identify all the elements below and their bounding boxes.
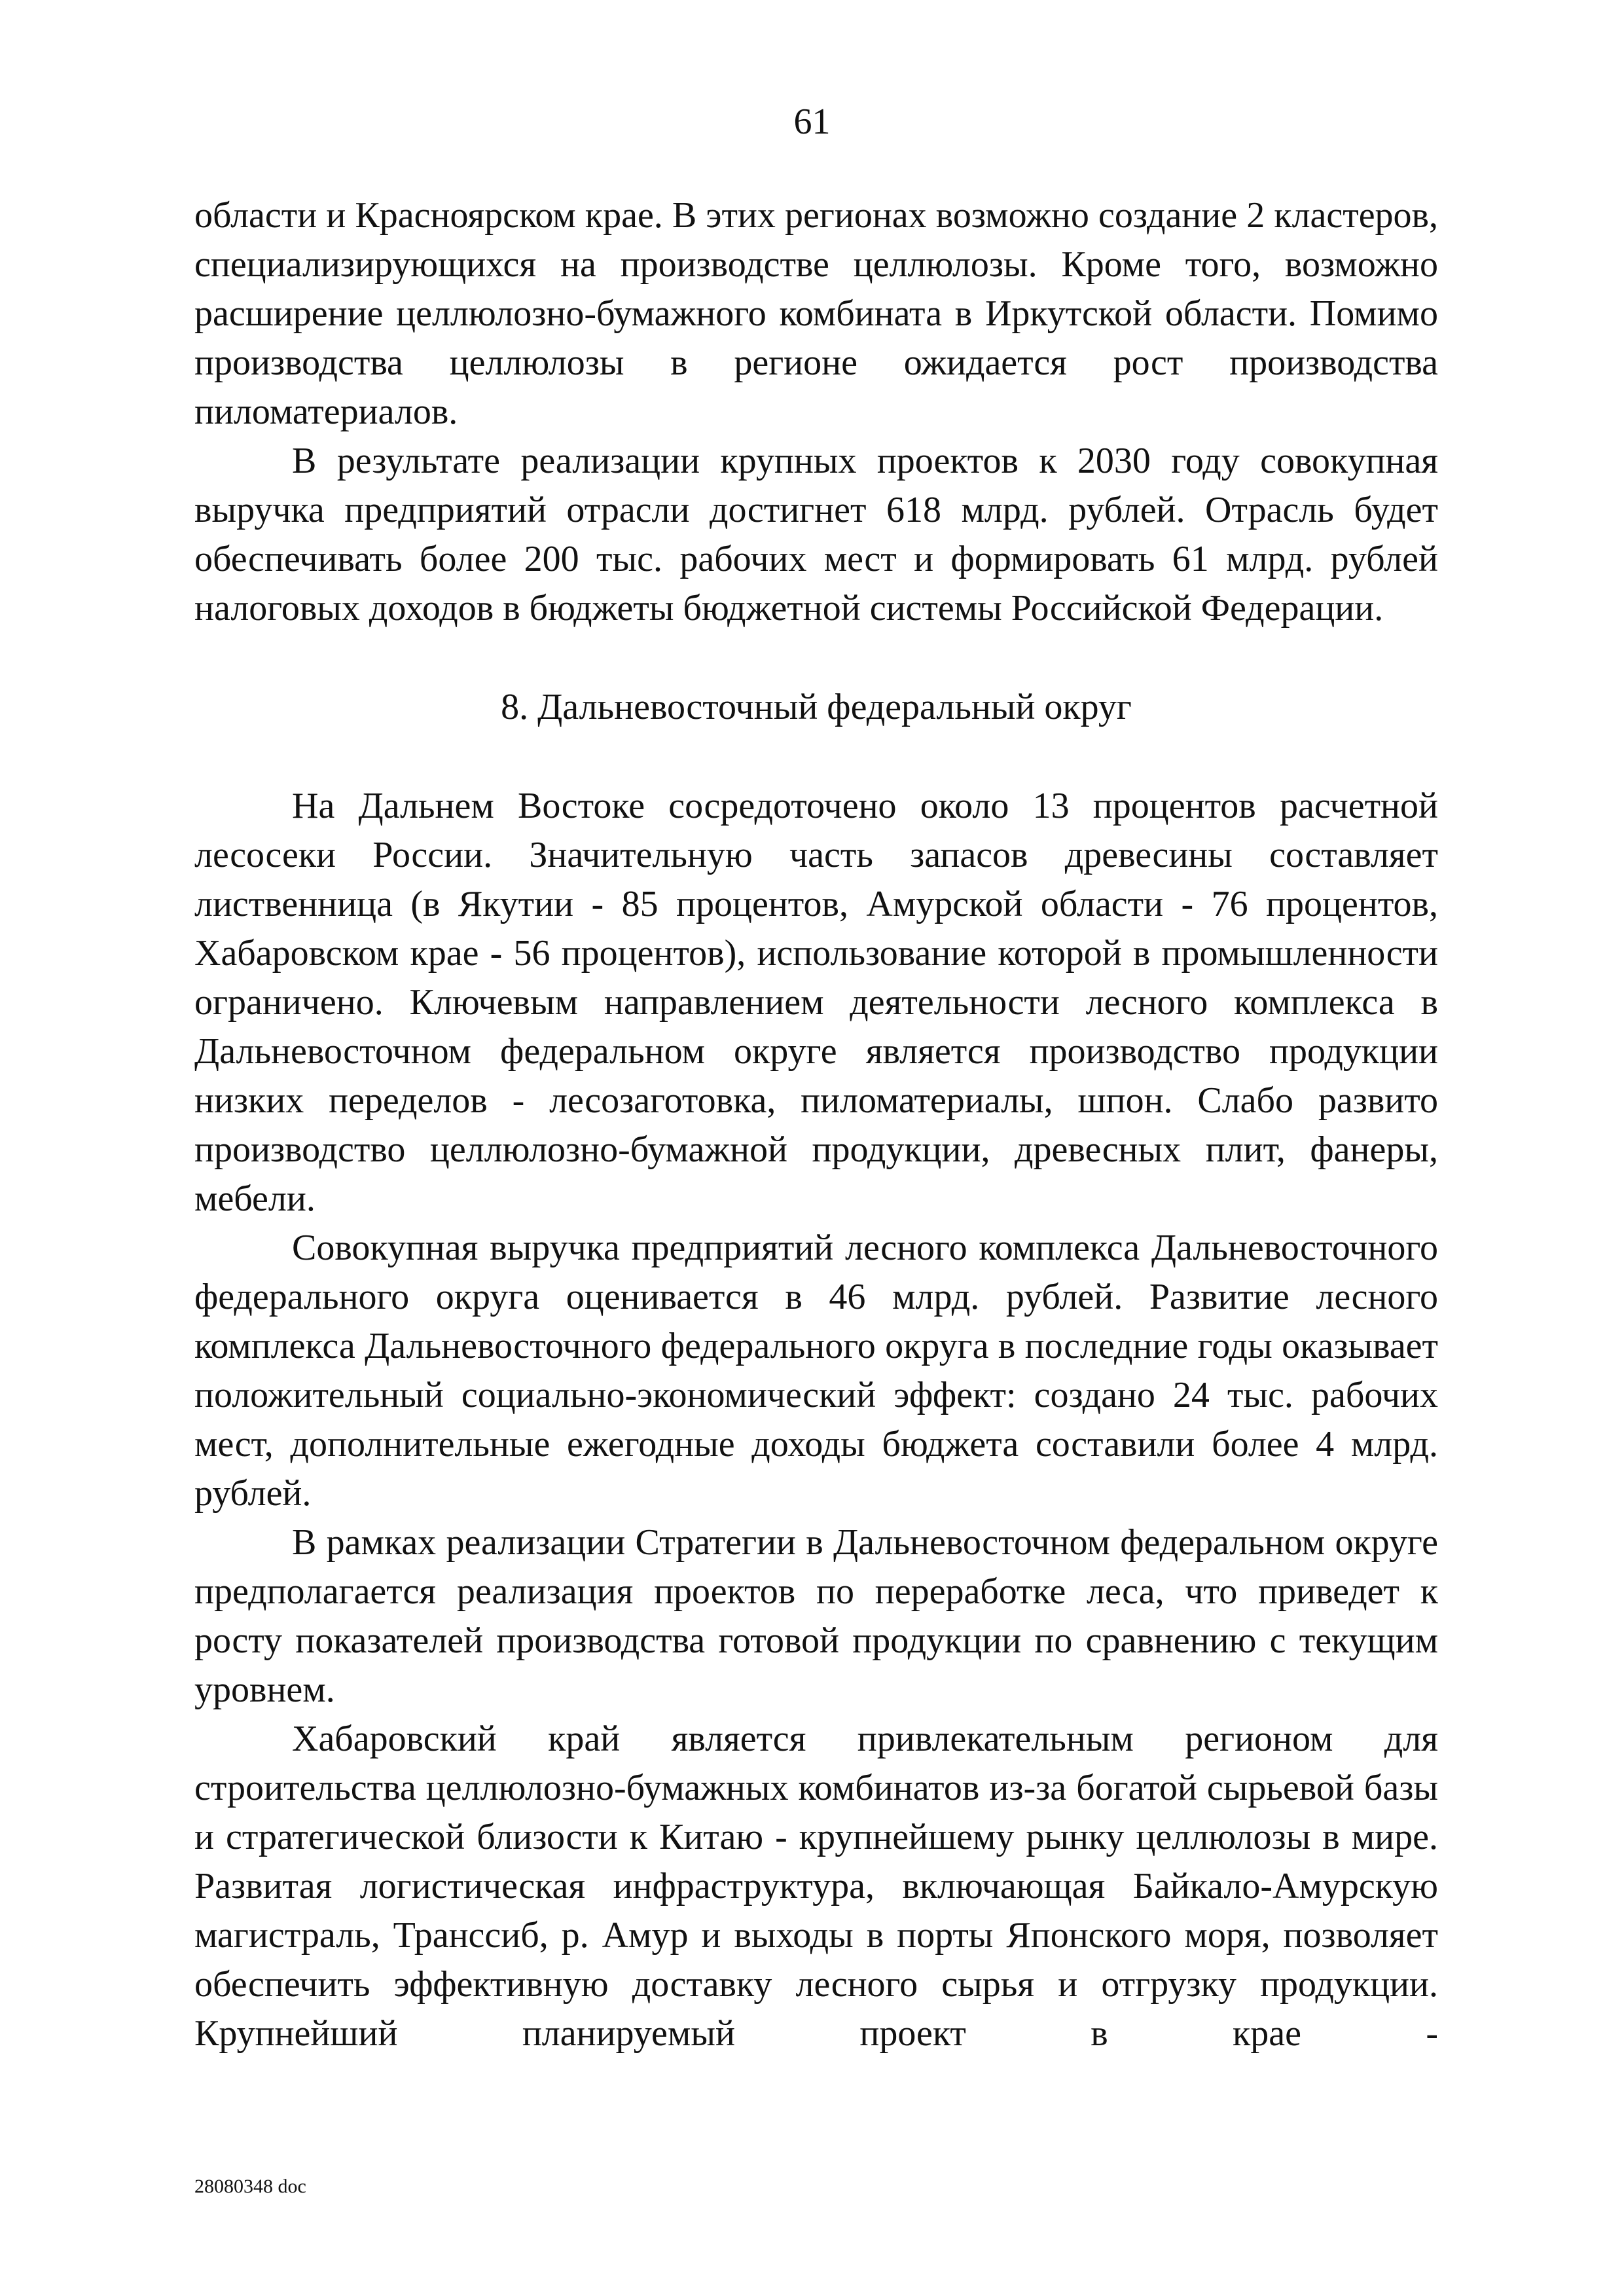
paragraph: На Дальнем Востоке сосредоточено около 13 процентов расчетной лесосеки России. Значительную часть запасов древесины составляет лиственница (в Якутии - 85 процентов, Амурской области - 76 процентов, Хабаровском крае - 56 процентов), использование которой в промышленности ограничено. Ключевым направлением деятельности лесного комплекса в Дальневосточном федеральном округе является производство продукции низких переделов - лесозаготовка, пиломатериалы, шпон. Слабо развито производство целлюлозно-бумажной продукции, древесных плит, фанеры, мебели. — [194, 786, 1438, 1219]
document-body — [194, 191, 1438, 2058]
paragraph: Хабаровский край является привлекательным регионом для строительства целлюлозно-бумажных комбинатов из-за богатой сырьевой базы и стратегической близости к Китаю - крупнейшему рынку целлюлозы в мире. Развитая логистическая инфраструктура, включающая Байкало-Амурскую магистраль, Транссиб, р. Амур и выходы в порты Японского моря, позволяет обеспечить эффективную доставку лесного сырья и отгрузку продукции. Крупнейший планируемый проект в крае - — [194, 1719, 1438, 2054]
document-id-footer: 28080348 doc — [194, 2176, 306, 2197]
paragraph: В рамках реализации Стратегии в Дальневосточном федеральном округе предполагается реализация проектов по переработке леса, что приведет к росту показателей производства готовой продукции по сравнению с текущим уровнем. — [194, 1522, 1438, 1710]
page-number: 61 — [793, 101, 831, 142]
section-heading: 8. Дальневосточный федеральный округ — [501, 687, 1132, 727]
paragraph: В результате реализации крупных проектов к 2030 году совокупная выручка предприятий отрасли достигнет 618 млрд. рублей. Отрасль будет обеспечивать более 200 тыс. рабочих мест и формировать 61 млрд. рублей налоговых доходов в бюджеты бюджетной системы Российской Федерации. — [194, 441, 1438, 629]
paragraph: Совокупная выручка предприятий лесного комплекса Дальневосточного федерального округа оценивается в 46 млрд. рублей. Развитие лесного комплекса Дальневосточного федерального округа в последние годы оказывает положительный социально-экономический эффект: создано 24 тыс. рабочих мест, дополнительные ежегодные доходы бюджета составили более 4 млрд. рублей. — [194, 1228, 1438, 1514]
paragraph-continuation: области и Красноярском крае. В этих регионах возможно создание 2 кластеров, специализирующихся на производстве целлюлозы. Кроме того, возможно расширение целлюлозно-бумажного комбината в Иркутской области. Помимо производства целлюлозы в регионе ожидается рост производства пиломатериалов. — [194, 195, 1438, 432]
